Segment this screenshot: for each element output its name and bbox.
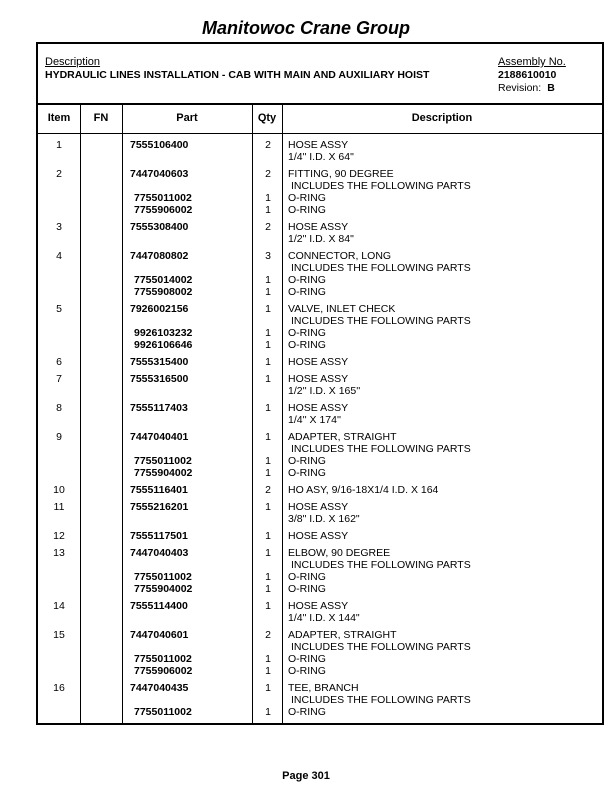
item-number: 3 — [56, 221, 62, 233]
item-number: 4 — [56, 250, 62, 262]
table-row — [38, 192, 602, 204]
part-description: O-RING — [288, 327, 326, 339]
part-description: O-RING — [288, 286, 326, 298]
quantity: 1 — [265, 653, 271, 665]
quantity: 1 — [265, 204, 271, 216]
quantity: 2 — [265, 139, 271, 151]
table-row — [38, 250, 602, 262]
table-row — [38, 665, 602, 677]
parts-table-body — [38, 139, 602, 718]
table-row — [38, 600, 602, 612]
part-description: ADAPTER, STRAIGHT — [288, 629, 397, 641]
part-description: INCLUDES THE FOLLOWING PARTS — [291, 315, 471, 327]
part-number: 7755014002 — [134, 274, 193, 286]
item-number: 6 — [56, 356, 62, 368]
table-row — [38, 327, 602, 339]
table-row — [38, 286, 602, 298]
description-label: Description — [45, 56, 101, 68]
table-row — [38, 467, 602, 479]
table-row — [38, 262, 602, 274]
item-number: 8 — [56, 402, 62, 414]
assembly-header — [38, 44, 602, 105]
part-number: 7555316500 — [130, 373, 189, 385]
part-number: 7447040435 — [130, 682, 189, 694]
column-header-fn: FN — [93, 112, 109, 124]
part-description: FITTING, 90 DEGREE — [288, 168, 394, 180]
table-row — [38, 484, 602, 496]
part-description: 1/4'' X 174'' — [288, 414, 341, 426]
part-description: O-RING — [288, 583, 326, 595]
table-row — [38, 612, 602, 624]
table-row — [38, 180, 602, 192]
table-row — [38, 339, 602, 351]
table-row — [38, 303, 602, 315]
part-description: HOSE ASSY — [288, 600, 349, 612]
table-row — [38, 168, 602, 180]
table-row — [38, 501, 602, 513]
part-description: INCLUDES THE FOLLOWING PARTS — [291, 641, 471, 653]
quantity: 2 — [265, 629, 271, 641]
part-description: 3/8" I.D. X 162" — [288, 513, 360, 525]
part-description: HOSE ASSY — [288, 402, 349, 414]
assembly-number-label: Assembly No. — [498, 56, 566, 68]
part-description: 1/4" I.D. X 144" — [288, 612, 360, 624]
table-row — [38, 455, 602, 467]
item-number: 11 — [53, 501, 65, 513]
part-description: INCLUDES THE FOLLOWING PARTS — [291, 559, 471, 571]
quantity: 1 — [265, 373, 271, 385]
item-number: 9 — [56, 431, 62, 443]
part-description: O-RING — [288, 204, 326, 216]
quantity: 1 — [265, 665, 271, 677]
assembly-number: 2188610010 — [498, 69, 557, 81]
quantity: 1 — [265, 600, 271, 612]
table-row — [38, 629, 602, 641]
table-row — [38, 431, 602, 443]
table-row — [38, 571, 602, 583]
part-number: 7555116401 — [130, 484, 188, 496]
table-row — [38, 641, 602, 653]
part-number: 7447040401 — [130, 431, 189, 443]
table-row — [38, 559, 602, 571]
part-number: 7926002156 — [130, 303, 189, 315]
part-description: ADAPTER, STRAIGHT — [288, 431, 397, 443]
quantity: 1 — [265, 455, 271, 467]
part-number: 7755908002 — [134, 286, 193, 298]
part-number: 7755011002 — [134, 706, 192, 718]
part-number: 7555117403 — [130, 402, 188, 414]
table-row — [38, 315, 602, 327]
part-number: 7755906002 — [134, 204, 193, 216]
part-description: O-RING — [288, 455, 326, 467]
table-row — [38, 706, 602, 718]
part-description: HOSE ASSY — [288, 139, 349, 151]
part-description: HOSE ASSY — [288, 373, 349, 385]
revision-value: B — [547, 82, 555, 94]
item-number: 14 — [53, 600, 65, 612]
quantity: 1 — [265, 431, 271, 443]
part-description: INCLUDES THE FOLLOWING PARTS — [291, 262, 471, 274]
table-row — [38, 583, 602, 595]
quantity: 1 — [265, 327, 271, 339]
table-row — [38, 443, 602, 455]
quantity: 1 — [265, 547, 271, 559]
part-description: INCLUDES THE FOLLOWING PARTS — [291, 180, 471, 192]
table-row — [38, 373, 602, 385]
table-row — [38, 221, 602, 233]
item-number: 7 — [56, 373, 62, 385]
part-description: O-RING — [288, 339, 326, 351]
item-number: 15 — [53, 629, 65, 641]
quantity: 1 — [265, 339, 271, 351]
part-description: CONNECTOR, LONG — [288, 250, 392, 262]
table-row — [38, 385, 602, 397]
part-number: 7755011002 — [134, 192, 192, 204]
quantity: 1 — [265, 583, 271, 595]
parts-list-frame — [36, 42, 604, 725]
part-number: 7755904002 — [134, 583, 193, 595]
quantity: 2 — [265, 168, 271, 180]
quantity: 1 — [265, 303, 271, 315]
item-number: 16 — [53, 682, 65, 694]
part-number: 9926106646 — [134, 339, 193, 351]
part-description: VALVE, INLET CHECK — [288, 303, 396, 315]
item-number: 13 — [53, 547, 65, 559]
part-number: 7755011002 — [134, 653, 192, 665]
part-description: O-RING — [288, 571, 326, 583]
table-row — [38, 204, 602, 216]
part-description: O-RING — [288, 665, 326, 677]
part-description: HOSE ASSY — [288, 356, 349, 368]
column-header-qty: Qty — [257, 112, 277, 124]
revision-label: Revision: — [498, 82, 542, 94]
part-number: 7447040603 — [130, 168, 189, 180]
part-description: INCLUDES THE FOLLOWING PARTS — [291, 694, 471, 706]
part-number: 7755906002 — [134, 665, 193, 677]
quantity: 2 — [265, 484, 271, 496]
part-number: 7555308400 — [130, 221, 189, 233]
table-row — [38, 356, 602, 368]
part-description: HOSE ASSY — [288, 501, 349, 513]
quantity: 1 — [265, 274, 271, 286]
part-description: HO ASY, 9/16-18X1/4 I.D. X 164 — [288, 484, 439, 496]
quantity: 1 — [265, 530, 271, 542]
table-row — [38, 151, 602, 163]
assembly-description: HYDRAULIC LINES INSTALLATION - CAB WITH MAIN AND AUXILIARY HOIST — [45, 69, 430, 81]
table-row — [38, 414, 602, 426]
part-description: INCLUDES THE FOLLOWING PARTS — [291, 443, 471, 455]
part-description: O-RING — [288, 653, 326, 665]
item-number: 2 — [56, 168, 62, 180]
quantity: 1 — [265, 356, 271, 368]
company-title: Manitowoc Crane Group — [201, 18, 410, 38]
part-number: 7755011002 — [134, 455, 192, 467]
part-description: 1/4" I.D. X 64" — [288, 151, 354, 163]
column-header-part: Part — [176, 112, 198, 124]
part-number: 7447040601 — [130, 629, 189, 641]
table-row — [38, 682, 602, 694]
part-description: O-RING — [288, 274, 326, 286]
part-number: 7755904002 — [134, 467, 193, 479]
revision — [498, 82, 555, 94]
quantity: 2 — [265, 221, 271, 233]
part-description: 1/2" I.D. X 84" — [288, 233, 354, 245]
quantity: 1 — [265, 286, 271, 298]
quantity: 1 — [265, 402, 271, 414]
part-description: O-RING — [288, 467, 326, 479]
item-number: 5 — [56, 303, 62, 315]
part-description: 1/2'' I.D. X 165'' — [288, 385, 361, 397]
quantity: 1 — [265, 682, 271, 694]
part-number: 7555114400 — [130, 600, 188, 612]
page-number: Page 301 — [282, 770, 330, 782]
part-description: TEE, BRANCH — [288, 682, 359, 694]
part-number: 9926103232 — [134, 327, 193, 339]
quantity: 1 — [265, 467, 271, 479]
table-row — [38, 274, 602, 286]
part-number: 7555315400 — [130, 356, 189, 368]
quantity: 1 — [265, 706, 271, 718]
table-row — [38, 694, 602, 706]
quantity: 1 — [265, 192, 271, 204]
part-number: 7555216201 — [130, 501, 189, 513]
table-row — [38, 402, 602, 414]
part-number: 7447080802 — [130, 250, 189, 262]
item-number: 10 — [53, 484, 65, 496]
part-number: 7555106400 — [130, 139, 189, 151]
quantity: 1 — [265, 501, 271, 513]
column-header-item: Item — [47, 112, 71, 124]
quantity: 1 — [265, 571, 271, 583]
part-number: 7447040403 — [130, 547, 189, 559]
part-description: HOSE ASSY — [288, 221, 349, 233]
part-number: 7555117501 — [130, 530, 188, 542]
part-description: HOSE ASSY — [288, 530, 349, 542]
table-row — [38, 513, 602, 525]
table-row — [38, 530, 602, 542]
part-description: O-RING — [288, 706, 326, 718]
table-row — [38, 653, 602, 665]
part-number: 7755011002 — [134, 571, 192, 583]
part-description: ELBOW, 90 DEGREE — [288, 547, 391, 559]
part-description: O-RING — [288, 192, 326, 204]
item-number: 12 — [53, 530, 65, 542]
column-header-description: Description — [411, 112, 473, 124]
table-row — [38, 233, 602, 245]
table-row — [38, 139, 602, 151]
quantity: 3 — [265, 250, 271, 262]
item-number: 1 — [56, 139, 62, 151]
table-row — [38, 547, 602, 559]
